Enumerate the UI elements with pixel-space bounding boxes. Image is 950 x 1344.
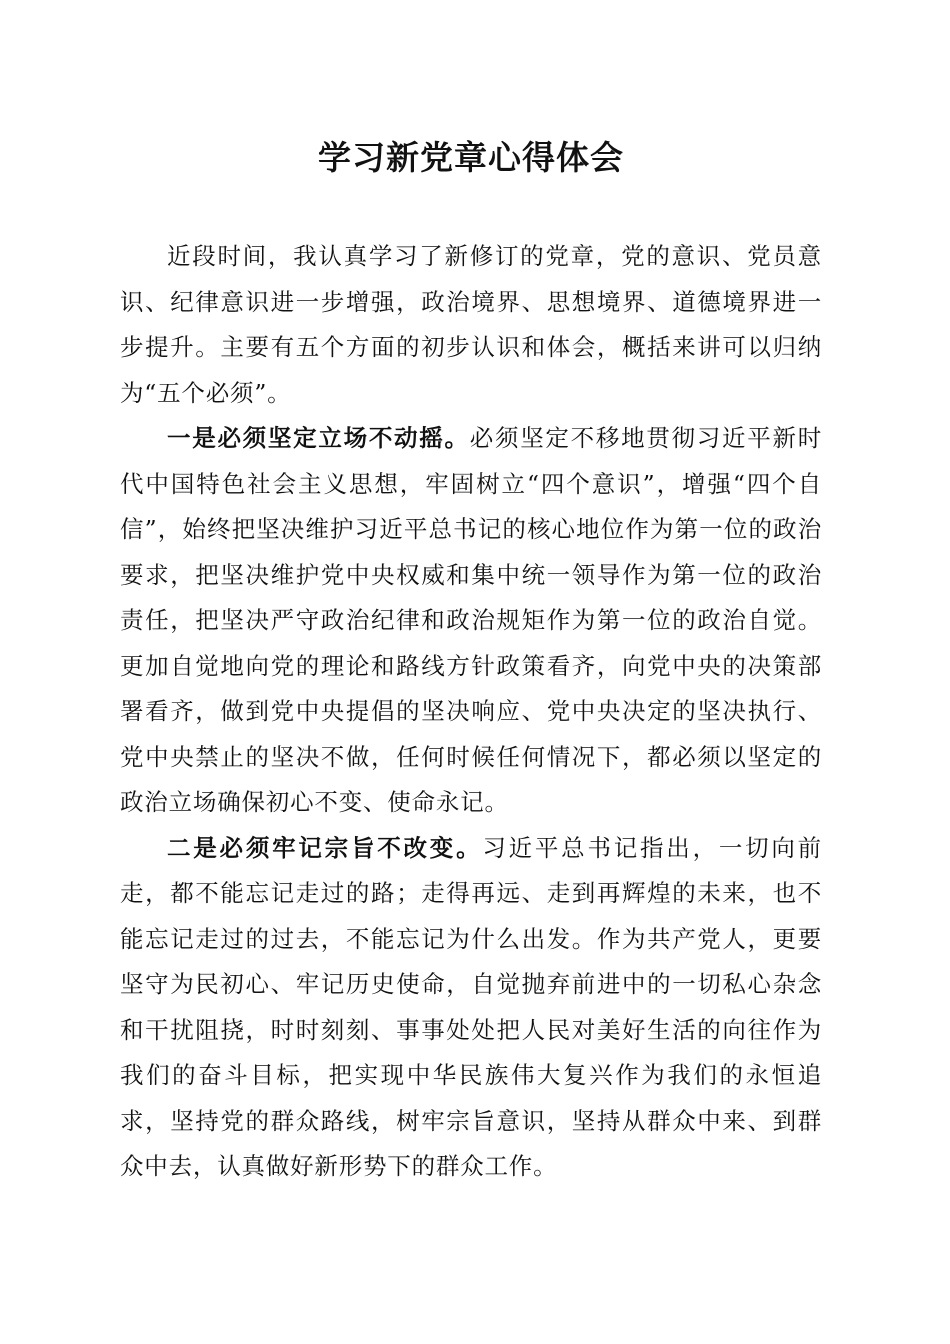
document-title: 学习新党章心得体会 [318,138,624,177]
paragraph-text: 近段时间，我认真学习了新修订的党章，党的意识、党员意识、纪律意识进一步增强，政治境界、思想境界、道德境界进一步提升。主要有五个方面的初步认识和体会，概括来讲可以归纳为“五个必须”。 [120,242,822,407]
paragraph-point-one [120,416,822,826]
paragraph-lead: 二是必须牢记宗旨不改变。 [167,833,483,862]
paragraph-text: 习近平总书记指出，一切向前走，都不能忘记走过的路；走得再远、走到再辉煌的未来，也不能忘记走过的过去，不能忘记为什么出发。作为共产党人，更要坚守为民初心、牢记历史使命，自觉抛弃前进中的一切私心杂念和干扰阻挠，时时刻刻、事事处处把人民对美好生活的向往作为我们的奋斗目标，把实现中华民族伟大复兴作为我们的永恒追求，坚持党的群众路线，树牢宗旨意识，坚持从群众中来、到群众中去，认真做好新形势下的群众工作。 [120,833,822,1180]
document-body [120,234,822,1190]
paragraph-intro [120,234,822,416]
paragraph-text: 必须坚定不移地贯彻习近平新时代中国特色社会主义思想，牢固树立“四个意识”，增强“四个自信”，始终把坚决维护习近平总书记的核心地位作为第一位的政治要求，把坚决维护党中央权威和集中统一领导作为第一位的政治责任，把坚决严守政治纪律和政治规矩作为第一位的政治自觉。更加自觉地向党的理论和路线方针政策看齐，向党中央的决策部署看齐，做到党中央提倡的坚决响应、党中央决定的坚决执行、党中央禁止的坚决不做，任何时候任何情况下，都必须以坚定的政治立场确保初心不变、使命永记。 [120,424,822,816]
paragraph-point-two [120,826,822,1190]
paragraph-lead: 一是必须坚定立场不动摇。 [167,424,470,452]
